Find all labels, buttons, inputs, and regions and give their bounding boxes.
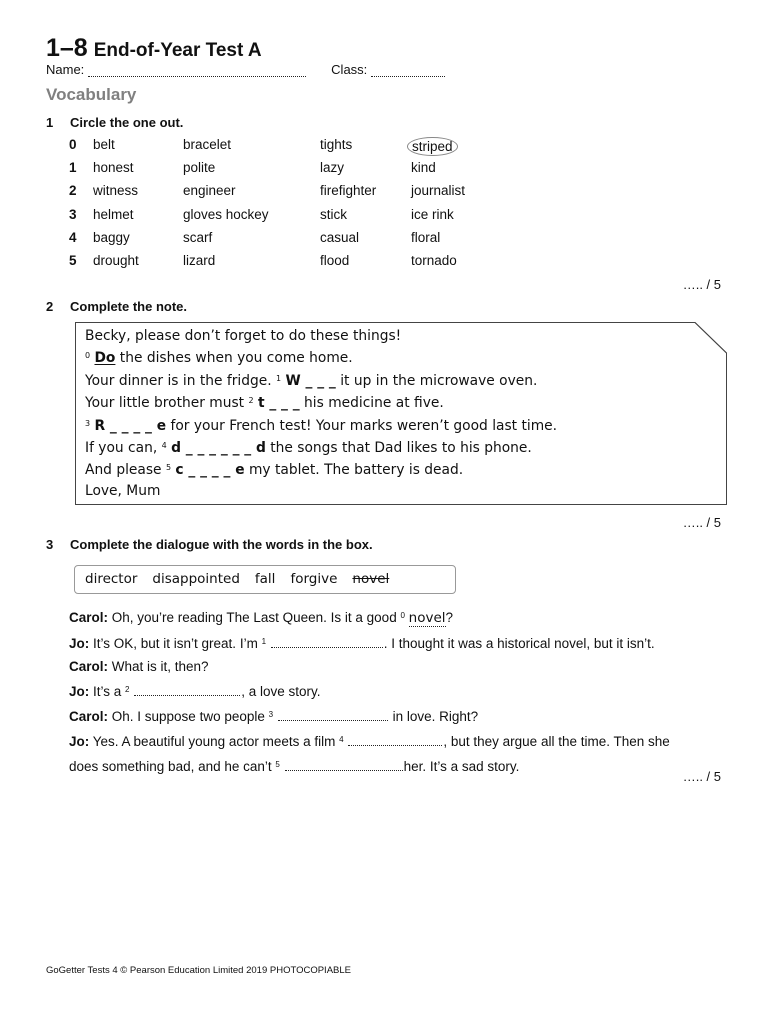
row-number: 0 (69, 137, 77, 152)
word[interactable]: engineer (183, 183, 236, 199)
word[interactable]: scarf (183, 229, 213, 245)
dialogue-line: Jo: It’s OK, but it isn’t great. I’m $^1$ . I thought it was a historical novel, but it isn’t. (69, 636, 655, 651)
note-line: Your little brother must $^2$ t _ _ _ his medicine at five. (85, 395, 444, 412)
word-list (85, 571, 404, 587)
row-number: 2 (69, 183, 77, 199)
word[interactable]: floral (411, 229, 441, 245)
row-number: 5 (69, 252, 77, 268)
word[interactable]: polite (183, 160, 216, 176)
word[interactable]: lazy (320, 160, 345, 176)
word-box (74, 565, 456, 594)
word[interactable]: lizard (183, 252, 216, 268)
q2-number: 2 (46, 299, 54, 314)
note-text (85, 326, 557, 501)
answer-gap-1[interactable] (271, 635, 383, 648)
name-label: Name: (46, 62, 85, 77)
unit-number: 1–8 (46, 34, 88, 62)
name-class-row (46, 62, 445, 77)
box-word: director (85, 571, 138, 587)
word[interactable]: ice rink (411, 206, 454, 222)
word[interactable]: helmet (93, 206, 134, 222)
word[interactable]: belt (93, 137, 115, 152)
gap-3[interactable]: R _ _ _ _ e (94, 417, 167, 434)
q1-score: ….. / 5 (682, 277, 721, 292)
q3-score: ….. / 5 (682, 769, 721, 784)
gap-1[interactable]: W _ _ _ (285, 372, 336, 389)
footer: GoGetter Tests 4 © Pearson Education Limited 2019 PHOTOCOPIABLE (46, 965, 351, 976)
q3-instruction: Complete the dialogue with the words in the box. (70, 537, 373, 552)
q2-instruction: Complete the note. (70, 299, 188, 314)
box-word: disappointed (152, 571, 240, 587)
word[interactable]: tornado (411, 252, 457, 268)
class-label: Class: (331, 62, 368, 77)
word[interactable]: stick (320, 206, 347, 222)
row-number: 1 (69, 160, 77, 176)
note-line: Your dinner is in the fridge. $^1$ W _ _ _ it up in the microwave oven. (85, 372, 538, 389)
circled-example-word[interactable]: striped (407, 137, 458, 156)
note-line: If you can, $^4$ d _ _ _ _ _ _ d the songs that Dad likes to his phone. (85, 440, 532, 457)
word[interactable]: journalist (411, 183, 466, 199)
word[interactable]: tights (320, 137, 353, 152)
q2-score: ….. / 5 (682, 515, 721, 530)
q1-number: 1 (46, 115, 54, 130)
box-word-example: novel (352, 571, 390, 587)
dialogue-line: Carol: Oh. I suppose two people $^3$ in love. Right? (69, 709, 479, 724)
note-box (75, 322, 726, 504)
word[interactable]: casual (320, 229, 360, 245)
dialogue-line: does something bad, and he can’t $^5$ her. It’s a sad story. (69, 759, 520, 774)
answer-gap-5[interactable] (285, 758, 403, 771)
gap-4[interactable]: d _ _ _ _ _ _ d (171, 440, 266, 457)
section-title: Vocabulary (46, 85, 137, 104)
word[interactable]: flood (320, 252, 350, 268)
word[interactable]: gloves hockey (183, 206, 269, 222)
q2-heading (46, 299, 187, 314)
answer-gap-2[interactable] (134, 683, 240, 696)
box-word: forgive (290, 571, 338, 587)
word[interactable]: witness (93, 183, 139, 199)
word[interactable]: kind (411, 160, 436, 176)
title-text: End-of-Year Test A (93, 40, 262, 61)
gap-5[interactable]: c _ _ _ _ e (175, 462, 245, 479)
q1-heading (46, 115, 183, 130)
note-line: And please $^5$ c _ _ _ _ e my tablet. The battery is dead. (85, 462, 464, 479)
example-answer: novel (408, 610, 446, 626)
dialogue (69, 604, 729, 778)
note-line: $^3$ R _ _ _ _ e for your French test! Your marks weren’t good last time. (85, 417, 558, 434)
word[interactable]: bracelet (183, 137, 232, 152)
example-answer: Do (94, 350, 116, 367)
dialogue-line: Carol: Oh, you’re reading The Last Queen. Is it a good $^0$ novel? (69, 610, 454, 626)
row-number: 3 (69, 206, 77, 222)
dialogue-line: Jo: It’s a $^2$ , a love story. (69, 684, 321, 699)
box-word: fall (254, 571, 276, 587)
class-field[interactable] (371, 63, 445, 77)
gap-2[interactable]: t _ _ _ (257, 395, 300, 412)
note-line: Love, Mum (85, 482, 161, 499)
word[interactable]: honest (93, 160, 134, 176)
answer-gap-3[interactable] (278, 708, 388, 721)
dialogue-line: Carol: What is it, then? (69, 659, 209, 674)
q3-heading (46, 537, 373, 552)
answer-gap-4[interactable] (348, 733, 442, 746)
word[interactable]: baggy (93, 229, 130, 245)
test-title (46, 34, 262, 63)
word[interactable]: drought (93, 252, 139, 268)
word[interactable]: firefighter (320, 183, 377, 199)
note-line: $^0$ Do the dishes when you come home. (85, 350, 353, 367)
name-field[interactable] (88, 63, 306, 77)
q3-number: 3 (46, 537, 54, 552)
q1-instruction: Circle the one out. (70, 115, 184, 130)
note-line: Becky, please don’t forget to do these things! (85, 328, 402, 344)
dialogue-line: Jo: Yes. A beautiful young actor meets a film $^4$ , but they argue all the time. Then she (69, 734, 670, 749)
row-number: 4 (69, 229, 77, 245)
